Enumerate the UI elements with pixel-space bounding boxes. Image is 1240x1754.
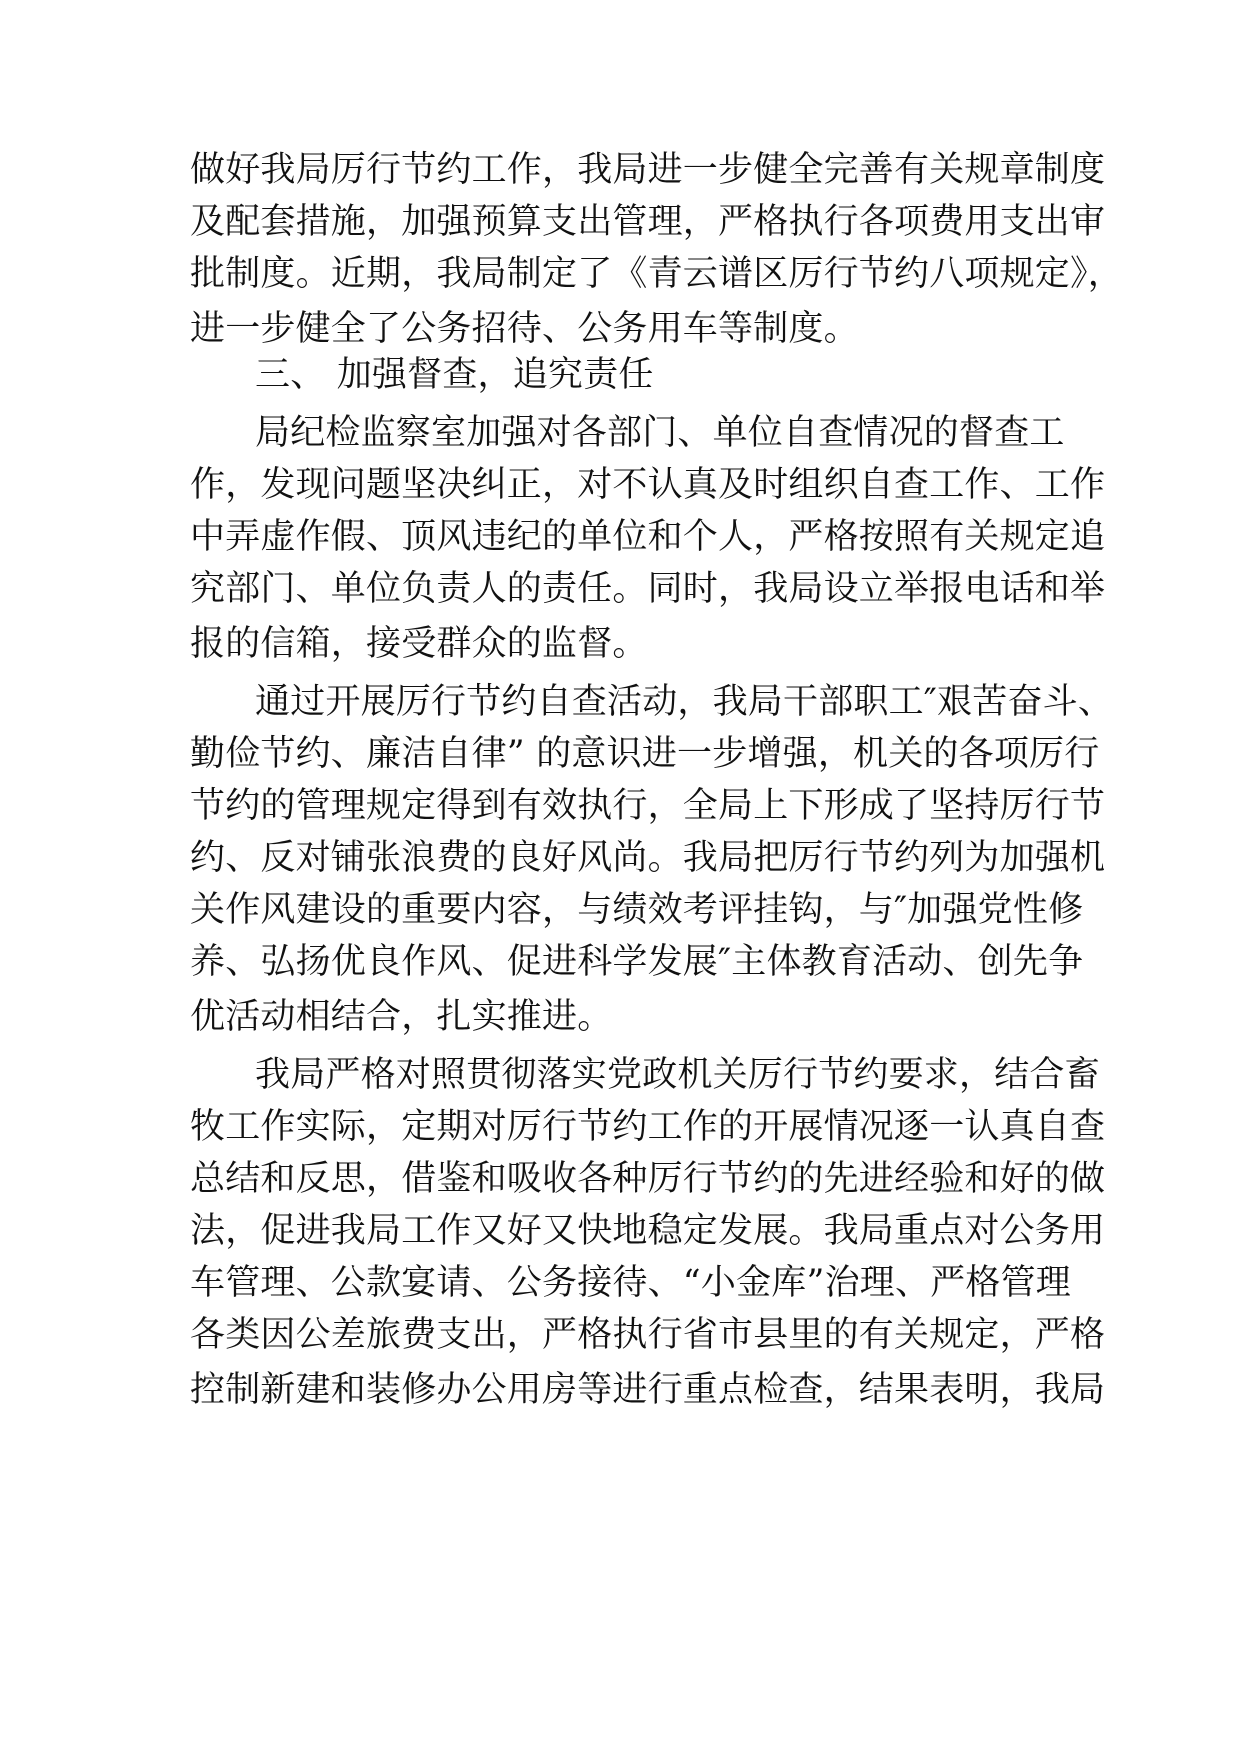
text-line-23: 各类因公差旅费支出，严格执行省市县里的有关规定，严格 [190, 1315, 1106, 1355]
text-line-9: 究部门、单位负责人的责任。同时，我局设立举报电话和举 [190, 569, 1106, 609]
text-line-10: 报的信箱，接受群众的监督。 [190, 624, 648, 664]
text-line-15: 关作风建设的重要内容，与绩效考评挂钩，与″加强党性修 [190, 890, 1084, 930]
text-line-8: 中弄虚作假、顶风违纪的单位和个人，严格按照有关规定追 [190, 517, 1106, 557]
text-line-12: 勤俭节约、廉洁自律” 的意识进一步增强，机关的各项厉行 [190, 734, 1100, 774]
text-line-22: 车管理、公款宴请、公务接待、“小金库”治理、严格管理 [190, 1263, 1071, 1303]
text-line-3: 批制度。近期，我局制定了《青云谱区厉行节约八项规定》， [190, 254, 1123, 294]
text-line-21: 法，促进我局工作又好又快地稳定发展。我局重点对公务用 [190, 1211, 1106, 1251]
text-line-19: 牧工作实际，定期对厉行节约工作的开展情况逐一认真自查 [190, 1107, 1106, 1147]
text-line-11: 通过开展厉行节约自查活动，我局干部职工″艰苦奋斗、 [255, 682, 1114, 722]
text-line-14: 约、反对铺张浪费的良好风尚。我局把厉行节约列为加强机 [190, 838, 1106, 878]
text-line-16: 养、弘扬优良作风、促进科学发展″主体教育活动、创先争 [190, 942, 1084, 982]
text-line-20: 总结和反思，借鉴和吸收各种厉行节约的先进经验和好的做 [190, 1159, 1106, 1199]
text-line-18: 我局严格对照贯彻落实党政机关厉行节约要求，结合畜 [255, 1055, 1100, 1095]
text-line-24: 控制新建和装修办公用房等进行重点检查，结果表明，我局 [190, 1370, 1106, 1410]
section-heading: 三、 加强督查，追究责任 [255, 355, 654, 395]
text-line-7: 作，发现问题坚决纠正，对不认真及时组织自查工作、工作 [190, 465, 1106, 505]
text-line-4: 进一步健全了公务招待、公务用车等制度。 [190, 309, 859, 349]
text-line-1: 做好我局厉行节约工作，我局进一步健全完善有关规章制度 [190, 150, 1106, 190]
text-line-2: 及配套措施，加强预算支出管理，严格执行各项费用支出审 [190, 202, 1106, 242]
text-line-6: 局纪检监察室加强对各部门、单位自查情况的督查工 [255, 413, 1065, 453]
text-line-13: 节约的管理规定得到有效执行，全局上下形成了坚持厉行节 [190, 786, 1106, 826]
text-line-17: 优活动相结合，扎实推进。 [190, 997, 613, 1037]
